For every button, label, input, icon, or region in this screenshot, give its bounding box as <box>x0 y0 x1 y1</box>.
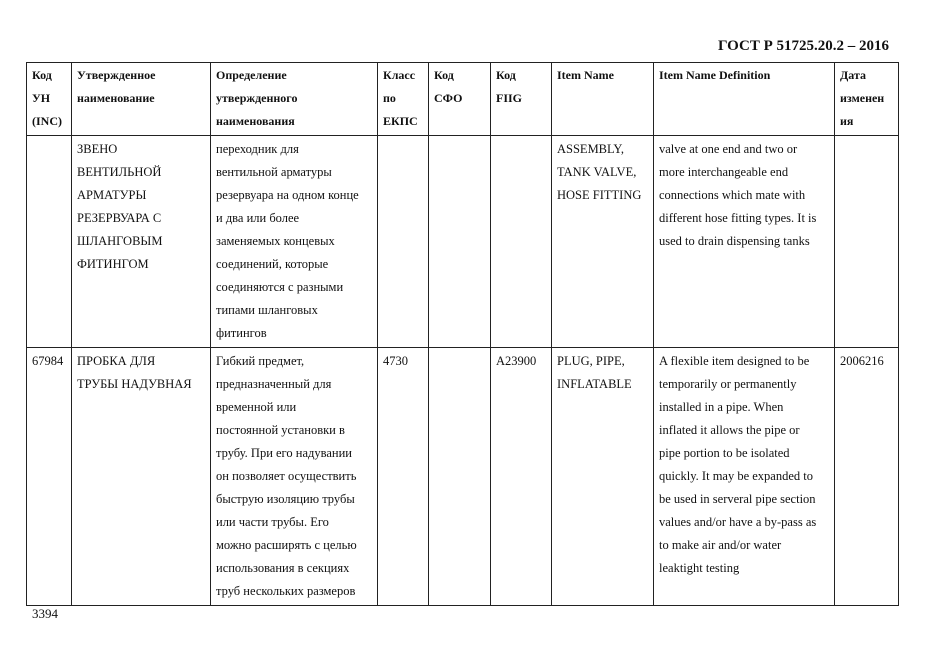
cell-date: 2006216 <box>835 348 899 606</box>
document-id: ГОСТ Р 51725.20.2 – 2016 <box>717 38 889 54</box>
cell-item-def: A flexible item designed to be temporarily or permanently installed in a pipe. When inflated it allows the pipe or pipe portion to be isolated quickly. It may be expanded to be used in serveral pipe section values and/or have a by-pass as to make air and/or water leaktight testing <box>654 348 835 606</box>
cell-inc <box>27 136 72 348</box>
cell-sfo <box>429 348 491 606</box>
col-header-fiig: Код FIIG <box>491 63 552 136</box>
col-header-item-def: Item Name Definition <box>654 63 835 136</box>
table-row <box>27 348 899 606</box>
col-header-date: Дата изменен ия <box>835 63 899 136</box>
col-header-definition: Определение утвержденного наименования <box>211 63 378 136</box>
cell-definition: переходник для вентильной арматуры резервуара на одном конце и два или более заменяемых концевых соединений, которые соединяются с разными типами шланговых фитингов <box>211 136 378 348</box>
cell-item-name: PLUG, PIPE, INFLATABLE <box>552 348 654 606</box>
page-number: 3394 <box>32 606 58 621</box>
cell-approved-name: ЗВЕНО ВЕНТИЛЬНОЙ АРМАТУРЫ РЕЗЕРВУАРА С ШЛАНГОВЫМ ФИТИНГОМ <box>72 136 211 348</box>
col-header-item-name: Item Name <box>552 63 654 136</box>
cell-fiig: A23900 <box>491 348 552 606</box>
header-row <box>27 63 899 136</box>
cell-class <box>378 136 429 348</box>
cell-approved-name: ПРОБКА ДЛЯ ТРУБЫ НАДУВНАЯ <box>72 348 211 606</box>
cell-class: 4730 <box>378 348 429 606</box>
cell-item-def: valve at one end and two or more interchangeable end connections which mate with different hose fitting types. It is used to drain dispensing tanks <box>654 136 835 348</box>
classification-table <box>26 62 899 606</box>
table-row <box>27 136 899 348</box>
cell-inc: 67984 <box>27 348 72 606</box>
col-header-sfo: Код СФО <box>429 63 491 136</box>
cell-date <box>835 136 899 348</box>
col-header-class: Класс по ЕКПС <box>378 63 429 136</box>
cell-fiig <box>491 136 552 348</box>
col-header-approved-name: Утвержденное наименование <box>72 63 211 136</box>
cell-item-name: ASSEMBLY, TANK VALVE, HOSE FITTING <box>552 136 654 348</box>
cell-definition: Гибкий предмет, предназначенный для временной или постоянной установки в трубу. При его надувании он позволяет осуществить быструю изоляцию трубы или части трубы. Его можно расширять с целью использования в секциях труб нескольких размеров <box>211 348 378 606</box>
col-header-inc: Код УН (INC) <box>27 63 72 136</box>
cell-sfo <box>429 136 491 348</box>
